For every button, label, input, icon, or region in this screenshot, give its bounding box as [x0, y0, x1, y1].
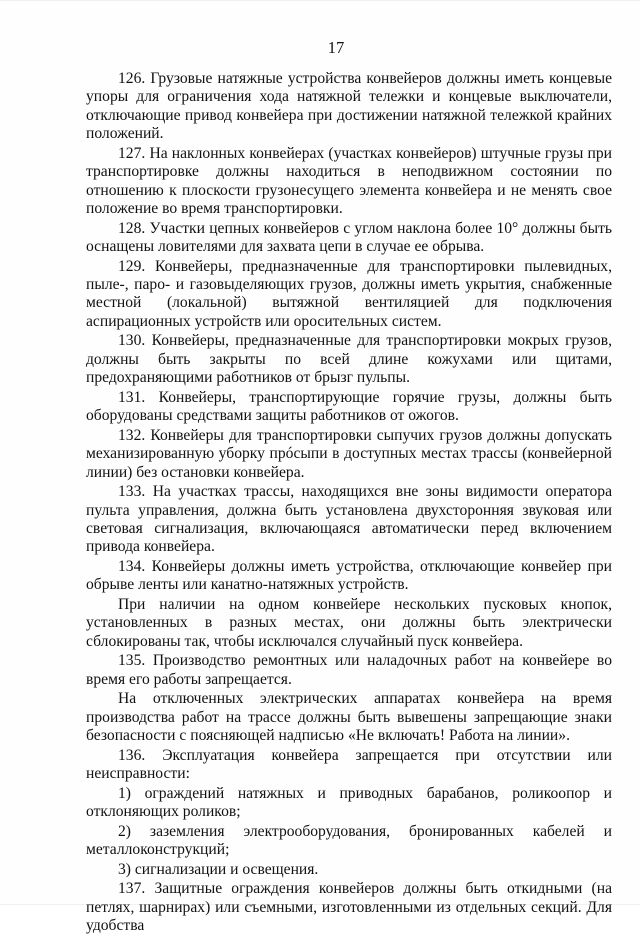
- list-item-3: 3) сигнализации и освещения.: [118, 860, 319, 878]
- paragraph-135: 135. Производство ремонтных или наладочных работ на конвейере во время его работы запрещается.: [86, 652, 612, 688]
- paragraph-128: 128. Участки цепных конвейеров с углом наклона более 10° должны быть оснащены ловителями для захвата цепи в случае ее обрыва.: [86, 219, 612, 256]
- paragraph-133: 133. На участках трассы, находящихся вне зоны видимости оператора пульта управления, должна быть установлена двухсторонняя звуковая или световая сигнализация, включающаяся автоматически перед включением привода конвейера.: [86, 483, 612, 556]
- paragraph-132: 132. Конвейеры для транспортировки сыпучих грузов должны допускать механизированную уборку прóсыпи в доступных местах трассы (конвейерной линии) без остановки конвейера.: [86, 426, 612, 481]
- paragraph-129: 129. Конвейеры, предназначенные для транспортировки пылевидных, пыле-, паро- и газовыделяющих грузов, должны иметь укрытия, снабженные местной (локальной) вытяжной вентиляцией для подключения аспирационных устройств или оросительных систем.: [86, 257, 612, 330]
- paragraph-127: 127. На наклонных конвейерах (участках конвейеров) штучные грузы при транспортировке должны находиться в неподвижном состоянии по отношению к плоскости грузонесущего элемента конвейера и не менять свое положение во время транспортировки.: [86, 144, 612, 218]
- paragraph-126: 126. Грузовые натяжные устройства конвейеров должны иметь концевые упоры для ограничения хода натяжной тележки и концевые выключатели, отключающие привод конвейера при достижении натяжной тележкой крайних положений.: [86, 70, 612, 143]
- paragraph-130: 130. Конвейеры, предназначенные для транспортировки мокрых грузов, должны быть закрыты по всей длине кожухами или щитами, предохраняющими работников от брызг пульпы.: [86, 332, 612, 387]
- scan-edge-top: [0, 0, 640, 1]
- paragraph-134-continued: При наличии на одном конвейере нескольких пусковых кнопок, установленных в разных местах, они должны быть электрически сблокированы так, чтобы исключался случайный пуск конвейера.: [86, 596, 612, 650]
- paragraph-134: 134. Конвейеры должны иметь устройства, отключающие конвейер при обрыве ленты или канатно-натяжных устройств.: [86, 558, 612, 594]
- paragraph-135-continued: На отключенных электрических аппаратах конвейера на время производства работ на трассе должны быть вывешены запрещающие знаки безопасности с поясняющей надписью «Не включать! Работа на линии».: [86, 690, 612, 745]
- paragraph-131: 131. Конвейеры, транспортирующие горячие грузы, должны быть оборудованы средствами защиты работников от ожогов.: [86, 388, 612, 425]
- paragraph-137: 137. Защитные ограждения конвейеров должны быть откидными (на петлях, шарнирах) или съемными, изготовленными из отдельных секций. Для удобства: [86, 880, 612, 935]
- document-body: [86, 70, 612, 937]
- paragraph-136: 136. Эксплуатация конвейера запрещается при отсутствии или неисправности:: [86, 746, 612, 783]
- list-item-1: 1) ограждений натяжных и приводных барабанов, роликоопор и отклоняющих роликов;: [86, 784, 612, 821]
- list-item-2: 2) заземления электрооборудования, бронированных кабелей и металлоконструкций;: [86, 822, 612, 859]
- page-number: 17: [327, 38, 345, 57]
